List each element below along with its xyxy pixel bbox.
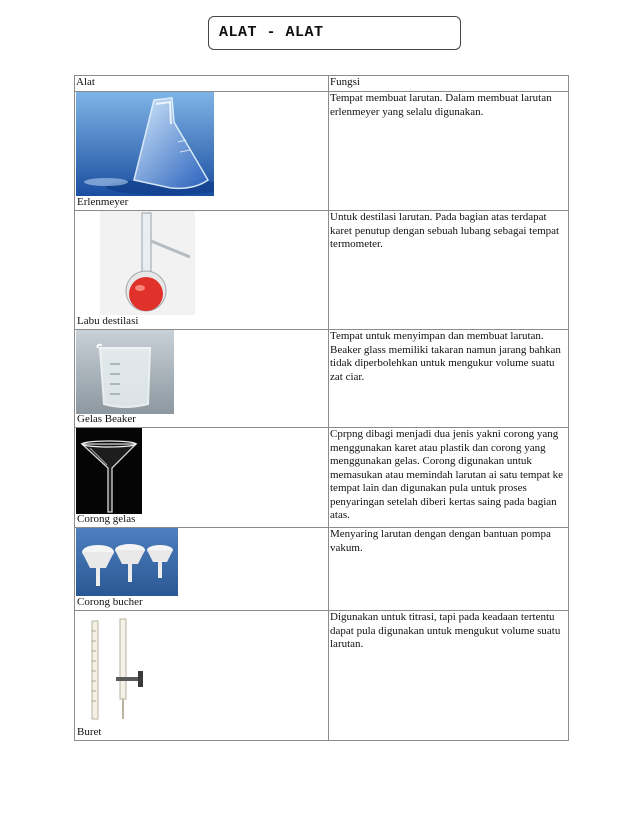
- title-box: [208, 16, 461, 50]
- alat-cell: [75, 528, 329, 611]
- alat-cell: [75, 428, 329, 528]
- fungsi-cell: Digunakan untuk titrasi, tapi pada keadaan tertentu dapat pula digunakan untuk mengukut volume suatu larutan.: [329, 611, 569, 741]
- alat-name: Buret: [77, 725, 102, 738]
- tools-table: [74, 75, 569, 741]
- table-row: [75, 92, 569, 211]
- labu-destilasi-image: [100, 211, 195, 315]
- fungsi-cell: Cprpng dibagi menjadi dua jenis yakni corong yang menggunakan karet atau plastik dan corong yang menggunakan gelas. Corong digunakan untuk memasukan atau memindah larutan ai satu tempat ke tempat lain dan digunakan pula untuk proses penyaringan setelah diberi kertas saing pada bagian atas.: [329, 428, 569, 528]
- table-row: [75, 528, 569, 611]
- fungsi-cell: Untuk destilasi larutan. Pada bagian atas terdapat karet penutup dengan sebuah lubang sebagai tempat termometer.: [329, 211, 569, 330]
- beaker-image: [76, 330, 174, 414]
- erlenmeyer-image: [76, 92, 214, 196]
- header-alat: Alat: [75, 76, 329, 92]
- alat-name: Erlenmeyer: [77, 195, 129, 208]
- alat-name: Gelas Beaker: [77, 412, 136, 425]
- fungsi-cell: Tempat membuat larutan. Dalam membuat larutan erlenmeyer yang selalu digunakan.: [329, 92, 569, 211]
- page-title: ALAT - ALAT: [219, 24, 324, 41]
- alat-cell: [75, 330, 329, 428]
- alat-name: Labu destilasi: [77, 314, 139, 327]
- alat-cell: [75, 211, 329, 330]
- corong-bucher-image: [76, 528, 178, 596]
- alat-cell: [75, 92, 329, 211]
- table-row: [75, 330, 569, 428]
- alat-name: Corong gelas: [77, 512, 136, 525]
- buret-image: [76, 617, 156, 725]
- header-fungsi: Fungsi: [329, 76, 569, 92]
- table-header-row: [75, 76, 569, 92]
- fungsi-cell: Tempat untuk menyimpan dan membuat larutan. Beaker glass memiliki takaran namun jarang bahkan tidak diperbolehkan untuk mengukur volume suatu zat ciar.: [329, 330, 569, 428]
- alat-name: Corong bucher: [77, 595, 143, 608]
- alat-cell: [75, 611, 329, 741]
- corong-gelas-image: [76, 428, 142, 514]
- table-row: [75, 611, 569, 741]
- table-row: [75, 428, 569, 528]
- table-row: [75, 211, 569, 330]
- fungsi-cell: Menyaring larutan dengan dengan bantuan pompa vakum.: [329, 528, 569, 611]
